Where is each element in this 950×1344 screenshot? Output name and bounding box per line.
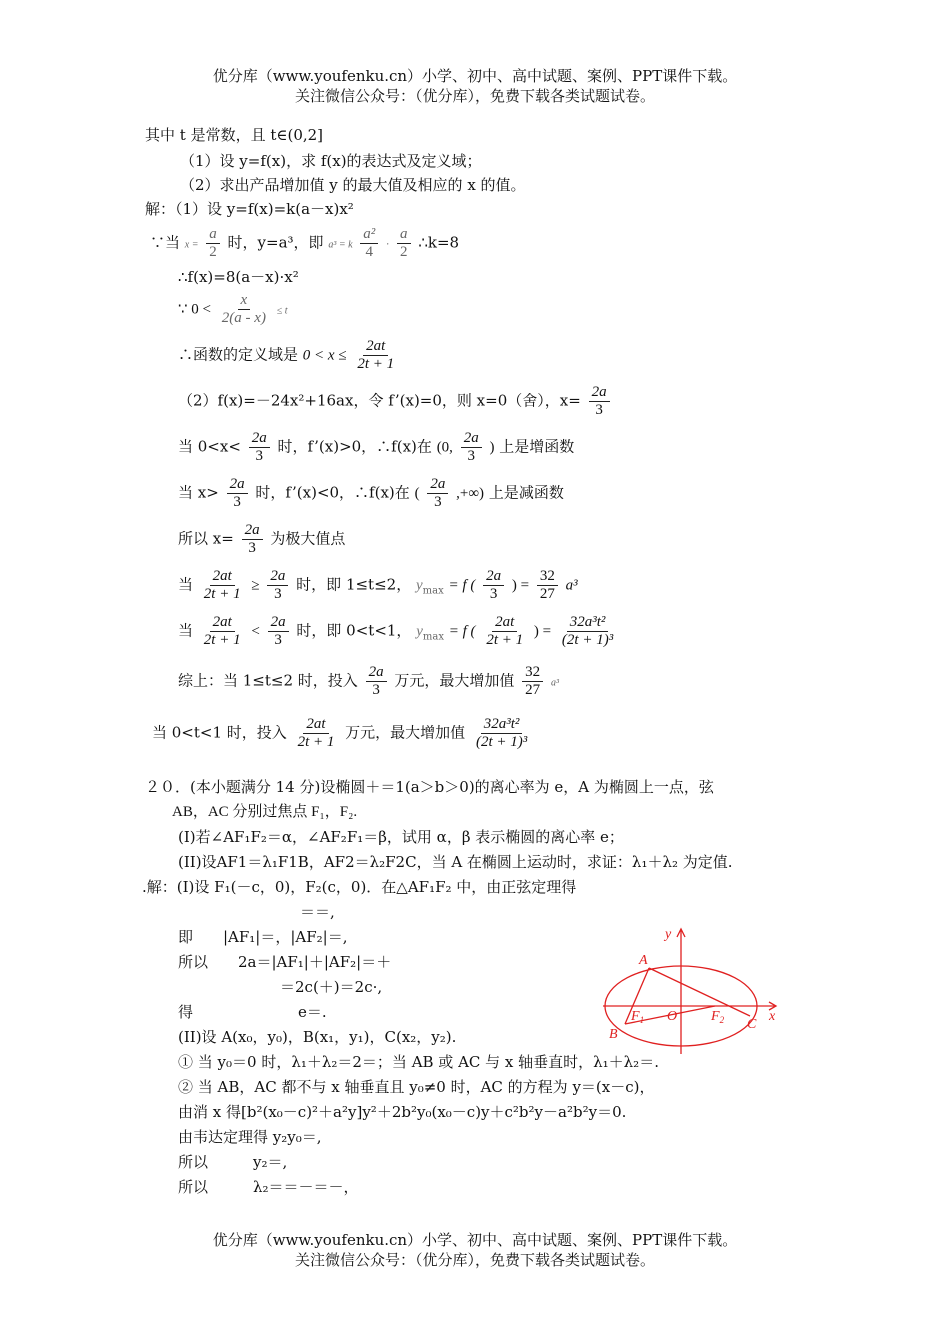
text: 万元，最大增加值 xyxy=(345,723,466,742)
text: 时，f’(x)<0，∴f(x)在 xyxy=(255,483,410,502)
num: 2a xyxy=(483,568,504,586)
text: 时，f’(x)>0，∴f(x)在 xyxy=(277,437,432,456)
fraction-2at-over-2t1 xyxy=(201,568,244,603)
den: 3 xyxy=(595,402,603,418)
header-line-2: 关注微信公众号：（优分库），免费下载各类试题试卷。 xyxy=(294,87,655,105)
den: 2 xyxy=(400,244,408,260)
text: 时，y=a³，即 xyxy=(227,233,324,252)
math-sub: max xyxy=(422,585,444,597)
math-eq: a³ = k xyxy=(328,239,353,251)
text: 当 x> xyxy=(178,483,219,502)
p20-line-7: 即 |AF₁|＝，|AF₂|＝, xyxy=(178,928,348,946)
label-o: O xyxy=(667,1009,678,1024)
p20-line-12: ① 当 y₀＝0 时，λ₁＋λ₂＝2＝；当 AB 或 AC 与 x 轴垂直时，λ₁＋λ₂＝. xyxy=(178,1053,659,1071)
den: 3 xyxy=(489,586,498,602)
p20-line-5: .解：(Ⅰ)设 F₁(－c，0)，F₂(c，0)．在△AF₁F₂ 中，由正弦定理得 xyxy=(142,878,577,896)
fraction-2a-over-3 xyxy=(249,430,270,465)
label-f2-sub: 2 xyxy=(719,1015,725,1025)
p19-solution-7 xyxy=(178,430,574,465)
num: 2a xyxy=(249,430,270,448)
num: x xyxy=(238,292,251,310)
math: ,+∞) xyxy=(456,485,485,502)
p19-solution-6 xyxy=(178,384,613,419)
num: a xyxy=(206,226,220,244)
fraction-2at-over-2t1 xyxy=(295,716,338,751)
fraction-2at-over-2t1 xyxy=(483,614,526,649)
den: 3 xyxy=(255,448,263,464)
fraction-a-over-2b xyxy=(397,226,411,261)
fraction-2a-over-3 xyxy=(366,664,387,699)
label-c: C xyxy=(747,1017,757,1032)
p19-condition: 其中 t 是常数，且 t∈(0,2] xyxy=(145,126,324,144)
math-x: x = xyxy=(184,239,199,251)
fraction-2at-over-2t1 xyxy=(354,338,397,373)
fraction-32-over-27 xyxy=(522,664,543,699)
fraction-2a-over-3 xyxy=(268,614,289,649)
num: 32a³t² xyxy=(567,614,609,632)
num: 2a xyxy=(366,664,387,682)
math: ( xyxy=(414,485,420,502)
p20-line-4: (II)设AF1＝λ₁F1B，AF2＝λ₂F2C，当 A 在椭圆上运动时，求证：λ₁＋λ₂ 为定值. xyxy=(178,853,733,871)
den: (2t + 1)³ xyxy=(561,632,614,648)
p20-line-10: 得 e＝. xyxy=(178,1003,327,1021)
num: 2a xyxy=(227,476,248,494)
text: ∵ 0 < xyxy=(178,301,212,318)
p19-solution-9 xyxy=(178,522,345,557)
num: 32 xyxy=(522,664,543,682)
label-y: y xyxy=(665,927,672,942)
math: ) = xyxy=(533,623,552,640)
p20-line-1: ２０．(本小题满分 14 分)设椭圆＋＝1(a＞b＞0)的离心率为 e，A 为椭圆上一点，弦 xyxy=(145,778,714,796)
fraction-2a-over-3 xyxy=(589,384,610,419)
den: 3 xyxy=(467,448,475,464)
p19-solution-2 xyxy=(150,226,459,261)
den: 2 xyxy=(209,244,217,260)
num: 2a xyxy=(427,476,448,494)
label-f2 xyxy=(710,1009,725,1025)
math: = f ( xyxy=(448,623,476,640)
text: 所以 x= xyxy=(178,529,234,548)
num: 2a xyxy=(461,430,482,448)
text: （2）f(x)=－24x²+16ax，令 f’(x)=0，则 x=0（舍），x= xyxy=(178,391,581,410)
text: 综上：当 1≤t≤2 时，投入 xyxy=(178,671,358,690)
label-f1 xyxy=(630,1009,644,1025)
fraction-2a-over-3 xyxy=(427,476,448,511)
den: 27 xyxy=(525,682,541,698)
num: 2at xyxy=(492,614,517,632)
den: (2t + 1)³ xyxy=(475,734,528,750)
ellipse-diagram xyxy=(595,924,795,1064)
fraction-2a-over-3 xyxy=(267,568,288,603)
p20-line-13: ② 当 AB，AC 都不与 x 轴垂直且 y₀≠0 时，AC 的方程为 y＝(x－c)， xyxy=(178,1078,655,1096)
den: 3 xyxy=(233,494,241,510)
fraction-a2-over-4 xyxy=(360,226,378,261)
text: 为极大值点 xyxy=(270,529,346,548)
den: 4 xyxy=(365,244,374,260)
text: 当 xyxy=(178,575,194,594)
text: 当 xyxy=(178,621,194,640)
p19-solution-8 xyxy=(178,476,564,511)
num: 2at xyxy=(363,338,388,356)
p19-solution-13 xyxy=(152,716,533,751)
den: 2t + 1 xyxy=(297,734,335,750)
den: 3 xyxy=(274,632,282,648)
math: 0 < x ≤ xyxy=(302,347,347,364)
label-x: x xyxy=(769,1009,776,1024)
p20-line-15: 由韦达定理得 y₂y₀＝, xyxy=(178,1128,322,1146)
num: 32a³t² xyxy=(481,716,523,734)
num: a² xyxy=(360,226,378,244)
den: 2t + 1 xyxy=(357,356,395,372)
p19-question-2: （2）求出产品增加值 y 的最大值及相应的 x 的值。 xyxy=(180,176,526,194)
den: 2t + 1 xyxy=(203,632,241,648)
p19-solution-5 xyxy=(178,338,400,373)
text: ∵当 xyxy=(150,233,181,252)
text: ∴函数的定义域是 xyxy=(178,345,299,364)
label-f2-main: F xyxy=(711,1009,720,1024)
fraction-2a-over-3 xyxy=(461,430,482,465)
fraction-2at-over-2t1 xyxy=(201,614,244,649)
math: = f ( xyxy=(448,577,476,594)
fraction-2a-over-3 xyxy=(242,522,263,557)
p19-solution-12 xyxy=(178,664,559,699)
p19-solution-1: 解：（1）设 y=f(x)=k(a－x)x² xyxy=(145,200,354,218)
p20-line-16: 所以 y₂＝, xyxy=(178,1153,288,1171)
math: a³ xyxy=(550,677,559,689)
math-y: y xyxy=(415,577,423,594)
p19-solution-10 xyxy=(178,568,578,603)
text: 上是增函数 xyxy=(499,437,575,456)
p19-question-1: （1）设 y=f(x)，求 f(x)的表达式及定义域； xyxy=(180,152,482,170)
den: 2t + 1 xyxy=(486,632,524,648)
fraction-a-over-2 xyxy=(206,226,220,261)
text: 当 0<x< xyxy=(178,437,241,456)
math-sub: max xyxy=(422,631,444,643)
text: 当 0<t<1 时，投入 xyxy=(152,723,287,742)
math-y: y xyxy=(416,623,423,640)
fraction-2a-over-3 xyxy=(227,476,248,511)
p20-line-17: 所以 λ₂＝＝－＝－， xyxy=(178,1178,359,1196)
text: 时，即 1≤t≤2， xyxy=(296,575,412,594)
label-a: A xyxy=(639,953,648,968)
p19-solution-11 xyxy=(178,614,619,649)
text: 时，即 0<t<1， xyxy=(296,621,412,640)
text: 万元，最大增加值 xyxy=(394,671,515,690)
fraction-x-over-2a-x xyxy=(219,292,269,327)
label-b: B xyxy=(609,1027,618,1042)
p19-solution-3: ∴f(x)=8(a－x)·x² xyxy=(178,268,299,286)
fraction-2a-over-3 xyxy=(483,568,504,603)
p20-line-11: (II)设 A(x₀，y₀)，B(x₁，y₁)，C(x₂，y₂). xyxy=(178,1028,457,1046)
den: 3 xyxy=(434,494,442,510)
fraction-32-over-27 xyxy=(537,568,558,603)
p19-solution-4 xyxy=(178,292,288,327)
den: 27 xyxy=(539,586,555,602)
label-f1-sub: 1 xyxy=(639,1015,645,1025)
num: 2a xyxy=(589,384,610,402)
fraction-32a3t2-over-2t13 xyxy=(559,614,616,649)
p20-line-8: 所以 2a＝|AF₁|＋|AF₂|＝＋ xyxy=(178,953,392,971)
num: 2at xyxy=(303,716,328,734)
footer-line-2: 关注微信公众号：（优分库），免费下载各类试题试卷。 xyxy=(294,1251,655,1269)
math: ≥ xyxy=(251,577,260,594)
text: ∴k=8 xyxy=(418,233,460,252)
den: 3 xyxy=(248,540,256,556)
label-f1-main: F xyxy=(631,1009,640,1024)
p20-line-3: (Ⅰ)若∠AF₁F₂＝α，∠AF₂F₁＝β，试用 α，β 表示椭圆的离心率 e； xyxy=(178,828,624,846)
dot: · xyxy=(386,239,390,251)
math: ) = xyxy=(511,577,530,594)
num: 2a xyxy=(267,568,288,586)
fraction-32a3t2-over-2t13 xyxy=(473,716,530,751)
num: 2a xyxy=(242,522,263,540)
den: 3 xyxy=(274,586,282,602)
math: < xyxy=(251,623,260,640)
footer-line-1: 优分库（www.youfenku.cn）小学、初中、高中试题、案例、PPT课件下载。 xyxy=(212,1231,738,1249)
num: 2at xyxy=(210,614,235,632)
math: (0, xyxy=(436,439,453,456)
num: 2a xyxy=(268,614,289,632)
header-line-1: 优分库（www.youfenku.cn）小学、初中、高中试题、案例、PPT课件下载。 xyxy=(212,67,738,85)
math: ) xyxy=(489,439,495,456)
num: 32 xyxy=(537,568,558,586)
den: 2(a - x) xyxy=(221,310,266,326)
num: a xyxy=(397,226,411,244)
p20-line-6: ＝＝, xyxy=(300,903,335,921)
num: 2at xyxy=(210,568,235,586)
math: a³ xyxy=(565,577,578,594)
den: 3 xyxy=(372,682,380,698)
text: ≤ t xyxy=(276,305,288,317)
p20-line-9: ＝2c(＋)＝2c·, xyxy=(280,978,383,996)
den: 2t + 1 xyxy=(203,586,241,602)
text: 上是减函数 xyxy=(488,483,564,502)
p20-line-14: 由消 x 得[b²(x₀－c)²＋a²y]y²＋2b²y₀(x₀－c)y＋c²b²y－a²b²y＝0. xyxy=(178,1103,627,1121)
p20-line-2: AB，AC 分别过焦点 F₁，F₂. xyxy=(172,804,358,820)
